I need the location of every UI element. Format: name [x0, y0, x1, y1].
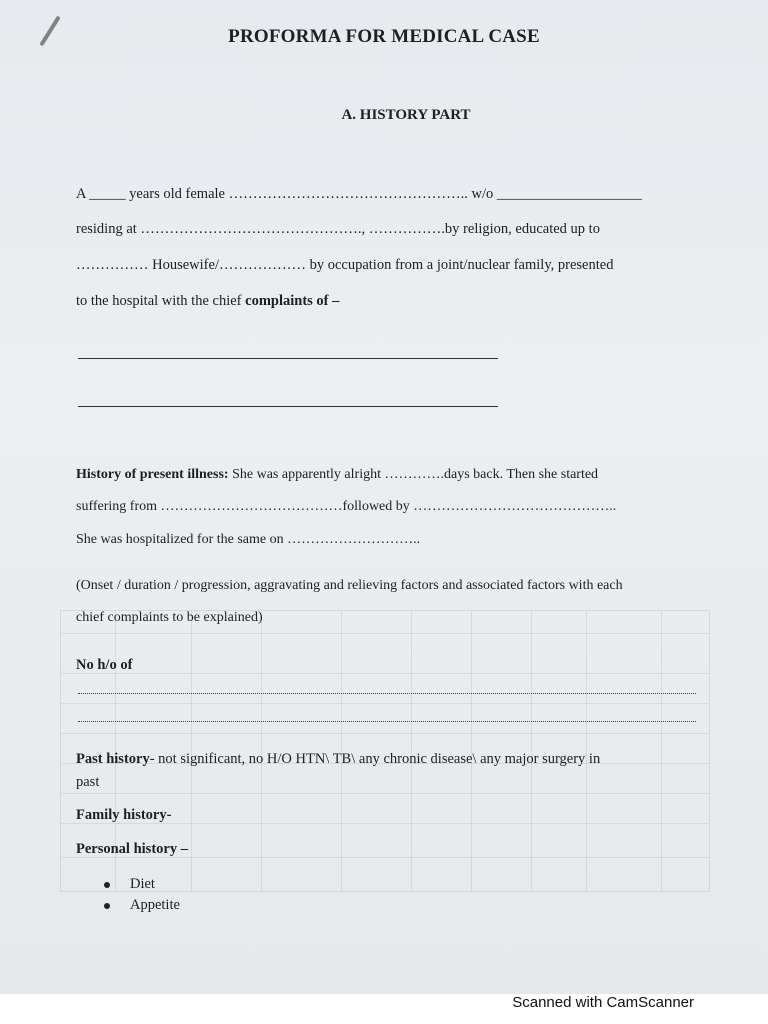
- bullet-icon: [104, 882, 110, 888]
- bullet-text-appetite: Appetite: [130, 897, 180, 913]
- past-history-label: Past history: [76, 751, 150, 767]
- document-title: PROFORMA FOR MEDICAL CASE: [228, 26, 540, 47]
- complaint-blank-line-2: [78, 406, 498, 407]
- list-item: [100, 895, 180, 916]
- personal-history-list: [100, 874, 180, 916]
- note-line-1: (Onset / duration / progression, aggravating and relieving factors and associated factors with each: [76, 578, 623, 593]
- dotted-line-2: [78, 720, 696, 722]
- intro-line-2: residing at ………………………………………., …………….by religion, educated up to: [76, 221, 600, 237]
- list-item: [100, 874, 180, 895]
- personal-history-label: Personal history –: [76, 841, 188, 857]
- bullet-text-diet: Diet: [130, 876, 155, 892]
- bullet-icon: [104, 903, 110, 909]
- past-history-continuation: past: [76, 774, 100, 790]
- complaints-prefix: to the hospital with the chief: [76, 293, 246, 309]
- dotted-line-1: [78, 692, 696, 694]
- scanner-watermark-text: Scanned with CamScanner: [512, 994, 694, 1011]
- present-illness-label: History of present illness:: [76, 467, 229, 482]
- scanner-footer: [0, 994, 768, 1024]
- hospitalized-line: She was hospitalized for the same on ………………………..: [76, 532, 421, 547]
- note-line-2: chief complaints to be explained): [76, 610, 263, 625]
- past-history-text: - not significant, no H/O HTN\ TB\ any chronic disease\ any major surgery in: [149, 751, 601, 767]
- past-history-line: [76, 751, 600, 768]
- intro-line-1: A _____ years old female ………………………………………….. w/o ____________________: [76, 186, 642, 202]
- complaints-line: [76, 293, 339, 310]
- present-illness-line: [76, 467, 598, 483]
- complaints-label: complaints of –: [245, 293, 340, 309]
- section-heading: A. HISTORY PART: [341, 107, 471, 123]
- present-illness-text: She was apparently alright ………….days back. Then she started: [228, 467, 599, 482]
- suffering-line: suffering from …………………………………followed by ……………………………………..: [76, 499, 617, 514]
- complaint-blank-line-1: [78, 358, 498, 359]
- family-history-label: Family history-: [76, 807, 172, 823]
- no-ho-label: No h/o of: [76, 657, 133, 673]
- intro-line-3: …………… Housewife/……………… by occupation from a joint/nuclear family, presented: [76, 257, 614, 273]
